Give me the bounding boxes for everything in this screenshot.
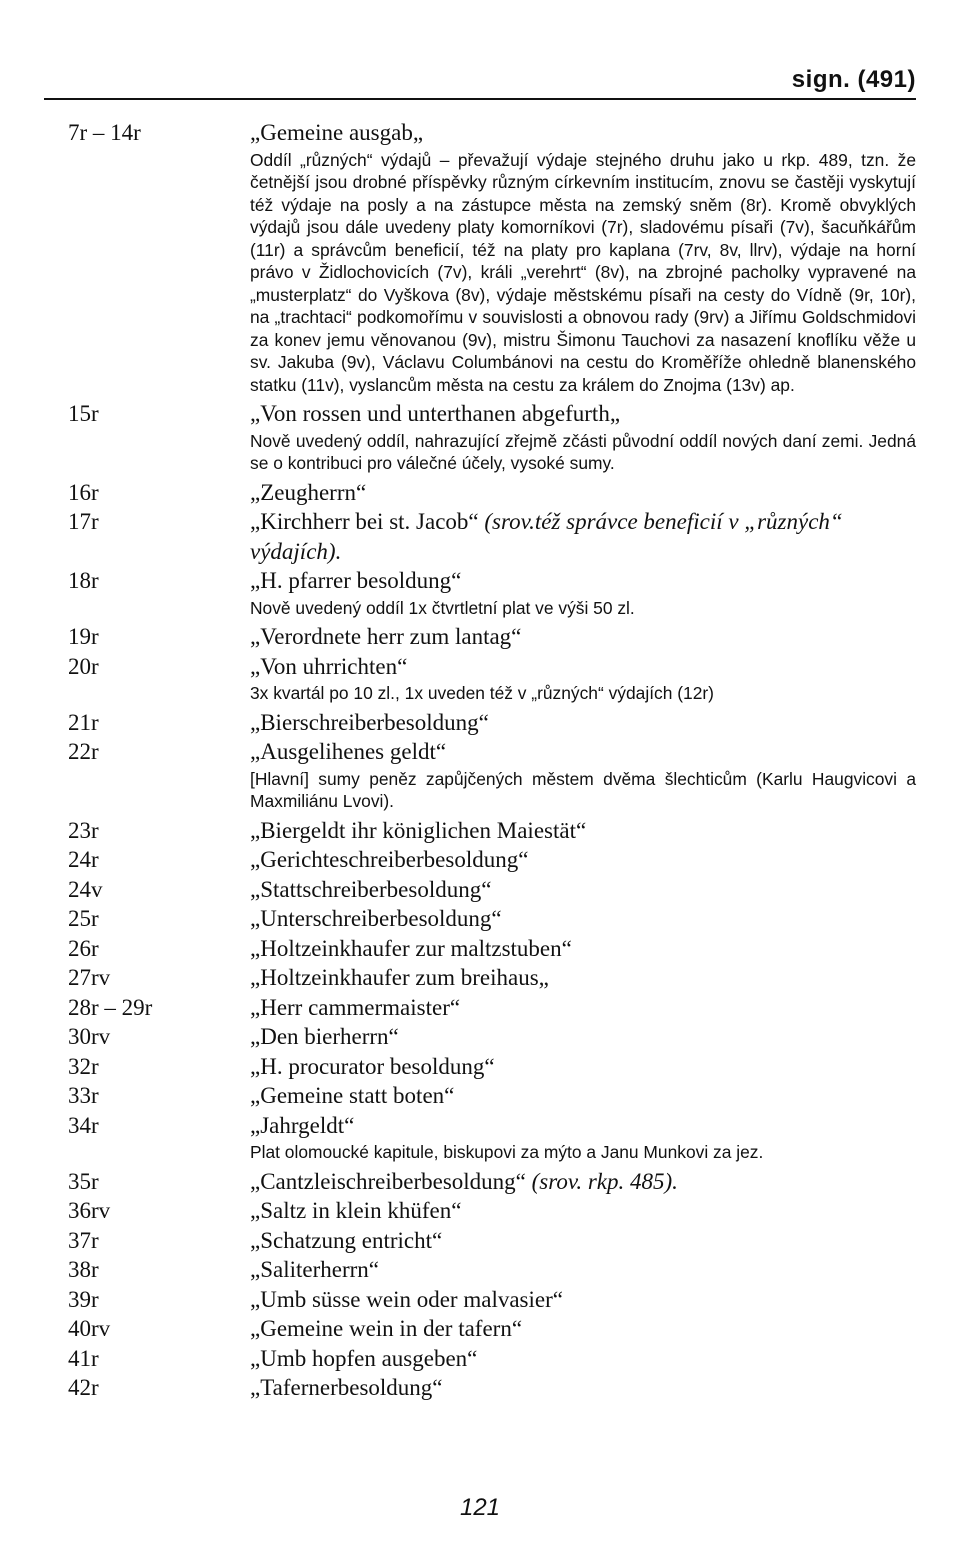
section-title-text: „Tafernerbesoldung“ [250,1375,443,1400]
section-title-text: „Stattschreiberbesoldung“ [250,876,492,902]
entry-row [0,507,960,566]
section-title [250,1167,916,1197]
section-title-text: „Unterschreiberbesoldung“ [250,906,502,931]
folio-reference: 42r [68,1375,99,1400]
section-title-text: „Herr cammermaister“ [250,994,461,1020]
folio-reference: 18r [68,568,99,593]
section-title-text: „Kirchherr bei st. Jacob“ [250,509,479,534]
section-title-text: „Gemeine ausgab„ [250,120,424,145]
entry-row [0,737,960,816]
section-title [250,934,916,964]
cross-reference: (srov.též správce beneficií v „různých“ výdajích). [250,509,843,564]
section-title [250,399,916,429]
section-title [250,478,916,508]
folio-reference: 35r [68,1168,99,1194]
section-title [250,708,916,738]
section-title [250,652,916,682]
section-note: Plat olomoucké kapitule, biskupovi za mýto a Janu Munkovi za jez. [250,1142,764,1162]
folio-reference: 26r [68,935,99,961]
section-title [250,1052,916,1082]
section-title-text: „Holtzeinkhaufer zur maltzstuben“ [250,935,572,961]
section-title-text: „Saltz in klein khüfen“ [250,1198,462,1223]
entry-row [0,399,960,478]
entry-row [0,1314,960,1344]
section-title [250,1255,916,1285]
page-number: 121 [459,1494,501,1521]
entry-row [0,1373,960,1403]
folio-reference: 28r – 29r [68,994,153,1020]
section-title-text: „H. pfarrer besoldung“ [250,568,462,593]
folio-reference: 20r [68,653,99,679]
section-title-text: „Den bierherrn“ [250,1024,399,1049]
entry-row [0,1052,960,1082]
entry-row [0,963,960,993]
folio-reference: 36rv [68,1198,111,1223]
section-title-text: „Umb süsse wein oder malvasier“ [250,1286,563,1312]
section-title [250,1226,916,1256]
folio-reference: 41r [68,1345,99,1371]
entry-row [0,652,960,708]
folio-reference: 25r [68,906,99,931]
section-note: [Hlavní] sumy peněz zapůjčených městem dvěma šlechticům (Karlu Haugvicovi a Maxmiliánu Lvovi). [250,768,916,811]
cross-reference: (srov. rkp. 485). [531,1168,678,1194]
entry-row [0,934,960,964]
entry-row [0,1226,960,1256]
section-title [250,993,916,1023]
section-title-text: „Umb hopfen ausgeben“ [250,1345,478,1371]
folio-reference: 22r [68,739,99,764]
entry-row [0,1285,960,1315]
folio-reference: 17r [68,509,99,534]
entry-row [0,816,960,846]
section-title-text: „Von uhrrichten“ [250,653,408,679]
folio-reference: 23r [68,817,99,843]
section-title [250,1111,916,1141]
entry-row [0,1255,960,1285]
entry-row [0,845,960,875]
entry-row [0,993,960,1023]
section-title [250,737,916,767]
section-title [250,904,916,934]
section-title-text: „Cantzleischreiberbesoldung“ [250,1168,526,1194]
entry-row [0,904,960,934]
folio-reference: 37r [68,1227,99,1253]
folio-reference: 16r [68,479,99,505]
section-title [250,118,916,148]
shelfmark-header: sign. (491) [791,66,916,93]
entry-row [0,1111,960,1167]
section-title-text: „Gemeine wein in der tafern“ [250,1316,523,1341]
section-title [250,845,916,875]
section-title-text: „Von rossen und unterthanen abgefurth„ [250,401,621,426]
section-title-text: „Ausgelihenes geldt“ [250,739,447,764]
entry-row [0,118,960,399]
entry-row [0,478,960,508]
section-title-text: „Gemeine statt boten“ [250,1083,455,1108]
folio-reference: 34r [68,1112,99,1138]
section-title-text: „Gerichteschreiberbesoldung“ [250,847,529,872]
section-title [250,875,916,905]
section-title-text: „Saliterherrn“ [250,1257,379,1282]
folio-reference: 24r [68,847,99,872]
section-title [250,1081,916,1111]
folio-reference: 39r [68,1286,99,1312]
entry-row [0,1196,960,1226]
section-title [250,507,916,566]
folio-reference: 38r [68,1257,99,1282]
section-title [250,1344,916,1374]
entry-row [0,1081,960,1111]
folio-reference: 19r [68,624,99,649]
header-rule [44,98,916,100]
section-title [250,622,916,652]
section-title-text: „Jahrgeldt“ [250,1112,355,1138]
section-title-text: „Verordnete herr zum lantag“ [250,624,522,649]
entry-list [0,118,960,1403]
folio-reference: 24v [68,876,103,902]
entry-row [0,1167,960,1197]
folio-reference: 7r – 14r [68,120,141,145]
folio-reference: 40rv [68,1316,111,1341]
section-title-text: „Bierschreiberbesoldung“ [250,709,489,735]
section-note: Oddíl „různých“ výdajů – převažují výdaje stejného druhu jako u rkp. 489, tzn. že četnější jsou drobné příspěvky různým církevním institucím, znovu se častěji vyskytují též výdaje na posly a na zástupce města na zemský sněm (8r). Kromě obvyklých výdajů jsou dále uvedeny platy komorníkovi (7r), sladovému písaři (7v), šacuňkářům (11r) a správcům beneficií, též na platy pro kaplana (7rv, 8v, llrv), výdaje na horní právo v Židlochovicích (7v), králi „verehrt“ (8v), na zbrojné pacholky vypravené na „musterplatz“ do Vyškova (8v), výdaje městskému písaři na cesty do Vídně (9r, 10r), na „trachtaci“ podkomořímu v souvislosti a obnovou rady (9rv) a Jiřímu Goldschmidovi za konev jemu věnovanou (9v), mistru Šimonu Tauchovi za nasazení knoflíku věže u sv. Jakuba (9v), Václavu Columbánovi na cestu do Kroměříže ohledně blanenského statku (11v), vyslancům města na cestu za králem do Znojma (13v) ap. [250,149,916,395]
section-note: Nově uvedený oddíl 1x čtvrtletní plat ve výši 50 zl. [250,597,635,618]
section-title-text: „Biergeldt ihr königlichen Maiestät“ [250,817,587,843]
entry-row [0,566,960,622]
folio-reference: 21r [68,709,99,735]
folio-reference: 33r [68,1083,99,1108]
section-title [250,816,916,846]
section-title [250,1314,916,1344]
section-title-text: „Holtzeinkhaufer zum breihaus„ [250,965,549,990]
folio-reference: 27rv [68,965,111,990]
folio-reference: 30rv [68,1024,111,1049]
folio-reference: 32r [68,1053,99,1079]
section-title [250,1196,916,1226]
section-title [250,1022,916,1052]
section-title [250,1373,916,1403]
section-title [250,1285,916,1315]
entry-row [0,1022,960,1052]
section-title [250,566,916,596]
section-note: Nově uvedený oddíl, nahrazující zřejmě zčásti původní oddíl nových daní zemi. Jedná se o kontribuci pro válečné účely, vysoké sumy. [250,430,916,473]
section-title-text: „H. procurator besoldung“ [250,1053,495,1079]
folio-reference: 15r [68,401,99,426]
section-title-text: „Schatzung entricht“ [250,1227,443,1253]
entry-row [0,875,960,905]
section-note: 3x kvartál po 10 zl., 1x uveden též v „různých“ výdajích (12r) [250,683,714,703]
entry-row [0,622,960,652]
entry-row [0,1344,960,1374]
section-title [250,963,916,993]
section-title-text: „Zeugherrn“ [250,479,367,505]
entry-row [0,708,960,738]
